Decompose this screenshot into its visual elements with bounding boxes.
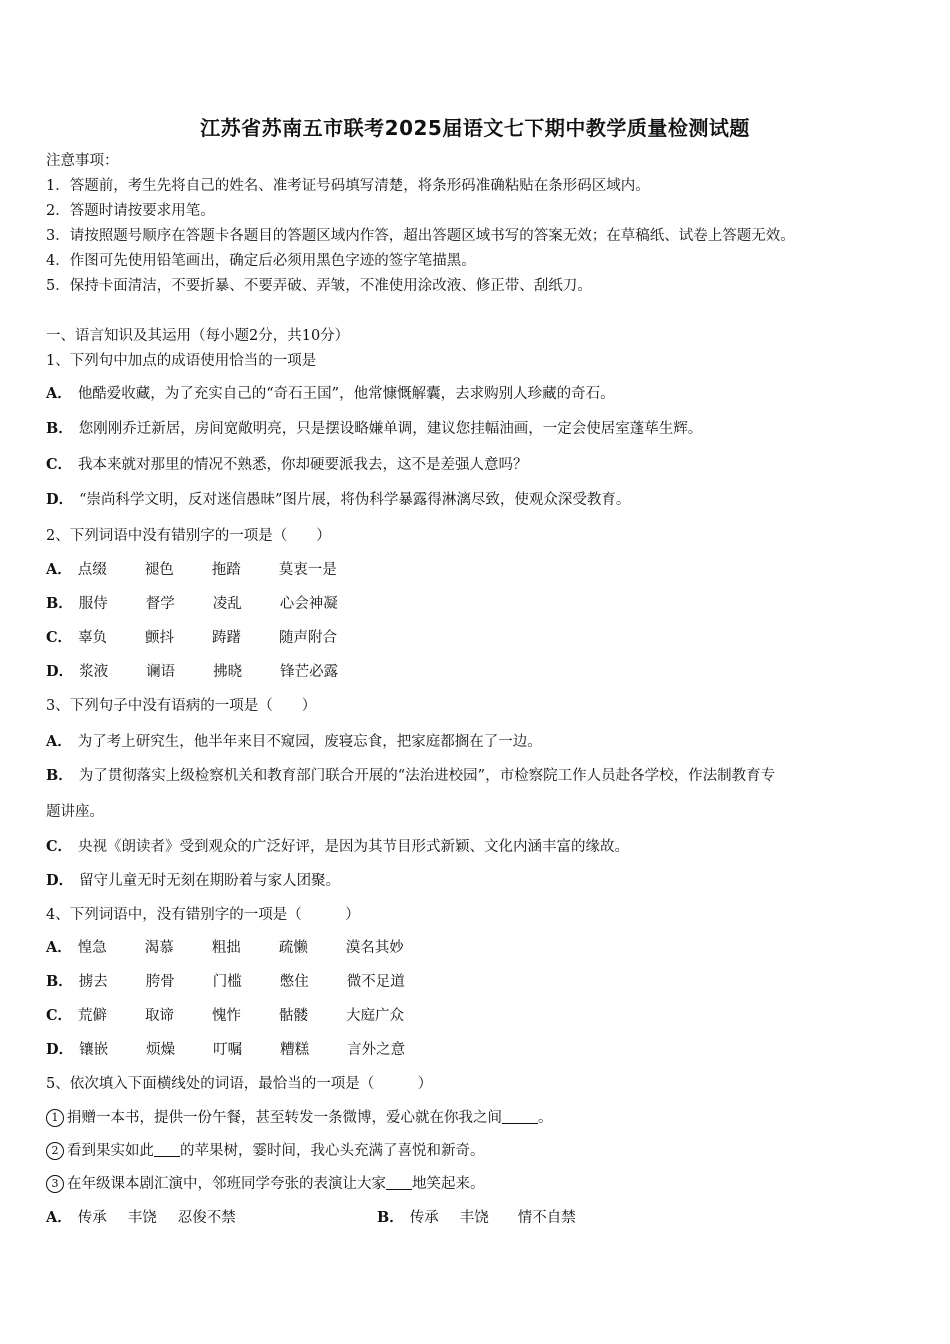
blank-line	[502, 1109, 538, 1124]
option-a	[46, 560, 337, 580]
option-label: B．	[46, 767, 73, 784]
option-d	[46, 1040, 405, 1060]
word: 憋住	[279, 974, 309, 990]
word: 谰语	[146, 664, 176, 680]
word: 烦燥	[146, 1042, 176, 1058]
emphasized-idiom: 慷慨解囊	[382, 386, 441, 402]
word: 褪色	[144, 562, 174, 578]
notice-item: 1．答题前，考生先将自己的姓名、准考证号码填写清楚，将条形码准确粘贴在条形码区域内。	[46, 178, 650, 194]
word: 督学	[145, 596, 175, 612]
option-label: A．	[46, 561, 72, 578]
question-stem: 3、下列句子中没有语病的一项是（ ）	[46, 698, 317, 714]
word: 粗拙	[211, 940, 241, 956]
word: 言外之意	[347, 1042, 406, 1058]
word: 辜负	[78, 630, 108, 646]
blank-line	[386, 1175, 412, 1190]
option-text: 他酷爱收藏，为了充实自己的“奇石王国”，他常	[77, 386, 383, 402]
question-stem: 4、下列词语中，没有错别字的一项是（ ）	[46, 907, 360, 923]
option-label: B．	[46, 595, 73, 612]
word: 叮嘱	[213, 1042, 243, 1058]
option-label: C．	[46, 456, 73, 473]
notice-item: 4．作图可先使用铅笔画出，确定后必须用黑色字迹的签字笔描黑。	[46, 253, 476, 269]
option-label: D．	[46, 491, 74, 508]
page-title: 江苏省苏南五市联考2025届语文七下期中教学质量检测试题	[200, 116, 750, 140]
blank-line	[154, 1142, 180, 1157]
item-text: 看到果实如此	[67, 1143, 154, 1159]
option-label: B．	[46, 973, 73, 990]
option-text: ，去求购别人珍藏的奇石。	[440, 386, 615, 402]
word: 掳去	[78, 974, 108, 990]
word: 踌躇	[212, 630, 242, 646]
word: 传承	[77, 1210, 107, 1226]
option-c	[46, 628, 337, 648]
option-label: B．	[46, 420, 73, 437]
item-number: 1	[46, 1109, 64, 1127]
word: 胯骨	[145, 974, 175, 990]
option-text: 。	[687, 421, 703, 437]
notice-item: 2．答题时请按要求用笔。	[46, 203, 215, 219]
option-b	[46, 419, 702, 439]
option-b	[46, 594, 338, 614]
word: 愧怍	[212, 1008, 242, 1024]
notice-item: 5．保持卡面清洁，不要折暴、不要弄破、弄皱，不准使用涂改液、修正带、刮纸刀。	[46, 278, 592, 294]
question-stem: 5、依次填入下面横线处的词语，最恰当的一项是（ ）	[46, 1076, 433, 1092]
item-text: 。	[538, 1110, 553, 1126]
notice-item: 3．请按照题号顺序在答题卡各题目的答题区域内作答，超出答题区域书写的答案无效；在草稿纸、试卷上答题无效。	[46, 228, 795, 244]
option-label: D．	[46, 872, 74, 889]
emphasized-idiom: 差强人意	[440, 457, 499, 473]
option-a	[46, 384, 615, 404]
word: 心会神凝	[279, 596, 338, 612]
option-text: 您刚刚乔迁新居，房间宽敞明亮，只是摆设略嫌单调，建议您挂幅油画，一定会使居室	[78, 421, 630, 437]
option-text: ，使观众深受教育。	[499, 492, 631, 508]
word: 锋芒必露	[280, 664, 339, 680]
option-label: A．	[46, 1209, 72, 1226]
option-text: 留守儿童无时无刻在期盼着与家人团聚。	[79, 873, 341, 889]
word: 拖踏	[211, 562, 241, 578]
option-a	[46, 938, 404, 958]
fill-item	[46, 1141, 485, 1161]
word: 服侍	[78, 596, 108, 612]
word: 取谛	[145, 1008, 175, 1024]
word: 疏懒	[278, 940, 308, 956]
word: 门槛	[212, 974, 242, 990]
option-b-continuation: 题讲座。	[46, 804, 104, 820]
word: 荒僻	[78, 1008, 108, 1024]
option-text: 我本来就对那里的情况不熟悉，你却硬要派我去，这不是	[78, 457, 441, 473]
word: 微不足道	[346, 974, 405, 990]
option-d	[46, 871, 340, 891]
word: 随声附合	[279, 630, 338, 646]
word: 丰饶	[127, 1210, 157, 1226]
question-stem: 1、下列句中加点的成语使用恰当的一项是	[46, 353, 317, 369]
option-label: A．	[46, 939, 72, 956]
word: 渴慕	[144, 940, 174, 956]
option-b	[46, 972, 405, 992]
item-text: 地笑起来。	[412, 1176, 485, 1192]
option-text: “崇尚科学文明，反对迷信愚昧”图片展，将伪科学暴露得	[79, 492, 442, 508]
option-text: 吗？	[498, 457, 528, 473]
word: 拂晓	[213, 664, 243, 680]
fill-item	[46, 1174, 485, 1194]
item-number: 3	[46, 1175, 64, 1193]
emphasized-idiom: 蓬荜生辉	[629, 421, 688, 437]
option-label: A．	[46, 733, 72, 750]
word: 情不自禁	[517, 1210, 576, 1226]
option-label: C．	[46, 629, 73, 646]
option-c	[46, 455, 528, 475]
question-stem: 2、下列词语中没有错别字的一项是（ ）	[46, 528, 331, 544]
option-b	[46, 766, 775, 786]
option-label: D．	[46, 1041, 74, 1058]
word: 浆液	[79, 664, 109, 680]
word: 漠名其妙	[345, 940, 404, 956]
option-a	[46, 1208, 236, 1228]
option-c	[46, 1006, 404, 1026]
option-a	[46, 732, 542, 752]
notice-heading: 注意事项：	[46, 153, 119, 169]
word: 镶嵌	[79, 1042, 109, 1058]
option-text: 央视《朗读者》受到观众的广泛好评，是因为其节目形式新颖、文化内涵丰富的缘故。	[78, 839, 630, 855]
option-label: A．	[46, 385, 72, 402]
option-label: B．	[377, 1209, 404, 1226]
word: 莫衷一是	[278, 562, 337, 578]
word: 颤抖	[145, 630, 175, 646]
word: 点缀	[77, 562, 107, 578]
word: 传承	[409, 1210, 439, 1226]
option-label: C．	[46, 838, 73, 855]
section-heading: 一、语言知识及其运用（每小题2分，共10分）	[46, 328, 350, 344]
option-text: 为了贯彻落实上级检察机关和教育部门联合开展的“法治进校园”，市检察院工作人员赴各学校，作法制教育专	[78, 768, 776, 784]
item-text: 在年级课本剧汇演中，邻班同学夸张的表演让大家	[67, 1176, 386, 1192]
option-b	[377, 1208, 576, 1228]
item-text: 的苹果树，霎时间，我心头充满了喜悦和新奇。	[180, 1143, 485, 1159]
item-number: 2	[46, 1142, 64, 1160]
item-text: 捐赠一本书，提供一份午餐，甚至转发一条微博，爱心就在你我之间	[67, 1110, 502, 1126]
word: 凌乱	[212, 596, 242, 612]
word: 惶急	[77, 940, 107, 956]
word: 骷髅	[279, 1008, 309, 1024]
emphasized-idiom: 淋漓尽致	[441, 492, 500, 508]
option-label: C．	[46, 1007, 73, 1024]
option-label: D．	[46, 663, 74, 680]
word: 忍俊不禁	[177, 1210, 236, 1226]
option-c	[46, 837, 629, 857]
option-d	[46, 490, 630, 510]
word: 丰饶	[459, 1210, 489, 1226]
fill-item	[46, 1108, 553, 1128]
option-text: 为了考上研究生，他半年来目不窥园，废寝忘食，把家庭都搁在了一边。	[77, 734, 542, 750]
word: 大庭广众	[346, 1008, 405, 1024]
word: 糟糕	[280, 1042, 310, 1058]
option-d	[46, 662, 338, 682]
